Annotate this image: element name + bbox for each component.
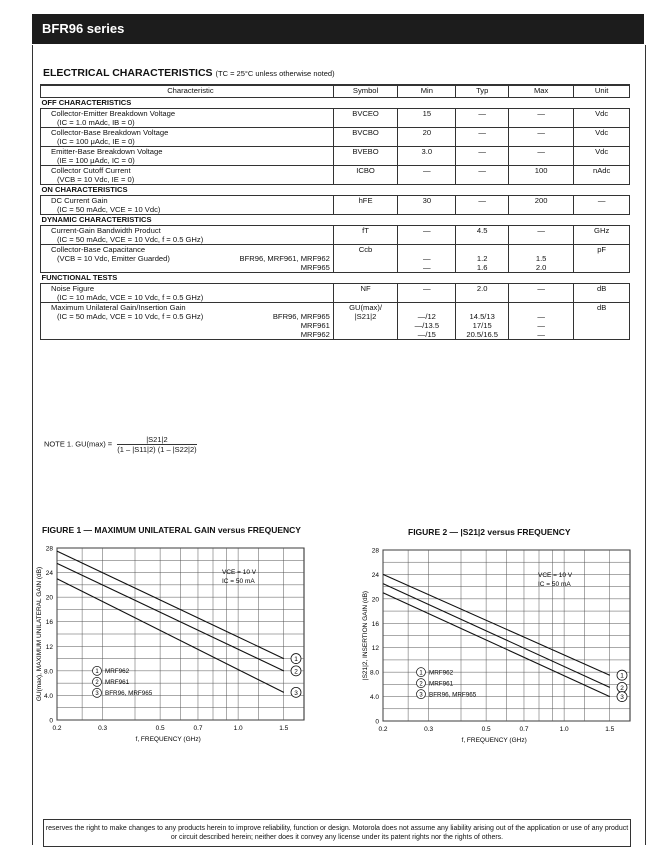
char-name: Collector-Base Capacitance: [51, 245, 146, 254]
char-name: Maximum Unilateral Gain/Insertion Gain: [51, 303, 186, 312]
header-symbol: Symbol: [333, 85, 397, 98]
fig2-series-marker-label: 1: [620, 672, 624, 680]
symbol-cell: hFE: [333, 196, 397, 215]
value: —: [423, 263, 431, 272]
value: —/13.5: [414, 321, 440, 330]
max-cell: —: [508, 109, 573, 128]
fig2-y-axis-label: |S21|2, INSERTION GAIN (dB): [362, 590, 369, 681]
fig2-y-tick-label: 24: [371, 571, 379, 579]
symbol-cell: ICBO: [333, 166, 397, 185]
min-cell: —: [398, 226, 456, 245]
typ-cell: 2.0: [456, 284, 509, 303]
max-cell: —: [508, 128, 573, 147]
min-cell: 15: [398, 109, 456, 128]
note-denominator: (1 – |S11|2) (1 – |S22|2): [117, 445, 197, 454]
fig2-legend-label: BFR96, MRF965: [429, 691, 477, 699]
fig1-x-tick-label: 0.3: [98, 725, 108, 732]
char-name: DC Current Gain: [51, 196, 108, 205]
unit-cell: —: [574, 196, 630, 215]
unit-cell: GHz: [574, 226, 630, 245]
fig2-x-tick-label: 0.7: [519, 726, 529, 733]
fig2-y-tick-label: 28: [371, 547, 379, 555]
fig1-legend-marker-label: 3: [95, 691, 99, 698]
value: —: [537, 330, 545, 339]
unit-cell: dB: [574, 303, 630, 340]
unit-cell: Vdc: [574, 128, 630, 147]
value: —: [423, 254, 431, 263]
symbol-cell: BVCBO: [333, 128, 397, 147]
char-cond: (IC = 10 mAdc, VCE = 10 Vdc, f = 0.5 GHz): [57, 293, 204, 302]
fig1-series-line: [57, 551, 284, 659]
section-func-title: FUNCTIONAL TESTS: [41, 273, 630, 284]
value: 14.5/13: [469, 312, 495, 321]
fig2-legend-marker-label: 1: [419, 670, 423, 677]
typ-cell: —: [456, 196, 509, 215]
note-lhs: GU(max) =: [75, 439, 113, 449]
fig1-annotation-vce: VCE = 10 V: [222, 569, 257, 576]
char-name: Noise Figure: [51, 284, 95, 293]
fig1-series-marker-label: 1: [294, 656, 298, 664]
header-unit: Unit: [574, 85, 630, 98]
fig1-y-axis-label: GU(max), MAXIMUM UNILATERAL GAIN (dB): [36, 566, 43, 702]
fig2-annotation-vce: VCE = 10 V: [538, 572, 573, 579]
char-cond: (VCB = 10 Vdc, IE = 0): [57, 175, 135, 184]
char-cond: (IC = 50 mAdc, VCE = 10 Vdc, f = 0.5 GHz): [57, 312, 204, 321]
value: 20.5/16.5: [466, 330, 499, 339]
typ-cell: 4.5: [456, 226, 509, 245]
fig1-legend-label: BFR96, MRF965: [105, 690, 153, 698]
section-condition: (TC = 25°C unless otherwise noted): [215, 69, 335, 78]
symbol-cell: fT: [333, 226, 397, 245]
fig2-y-tick-label: 20: [371, 596, 379, 604]
fig2-x-axis-label: f, FREQUENCY (GHz): [461, 737, 527, 744]
note-numerator: |S21|2: [117, 435, 196, 445]
char-cond: (IE = 100 μAdc, IC = 0): [57, 156, 135, 165]
unit-cell: Vdc: [574, 109, 630, 128]
typ-cell: —: [456, 128, 509, 147]
value: —/15: [417, 330, 436, 339]
fig1-series-line: [57, 579, 284, 693]
header-max: Max: [508, 85, 573, 98]
figure-1-title: FIGURE 1 — MAXIMUM UNILATERAL GAIN versus FREQUENCY: [42, 525, 301, 535]
fig2-x-tick-label: 0.5: [481, 726, 491, 733]
fig1-annotation-ic: IC = 50 mA: [222, 578, 255, 585]
fig2-legend-label: MRF962: [429, 669, 454, 677]
fig2-x-tick-label: 1.5: [605, 726, 615, 733]
fig1-x-tick-label: 0.2: [52, 725, 62, 732]
section-on-title: ON CHARACTERISTICS: [41, 185, 630, 196]
section-off-title: OFF CHARACTERISTICS: [41, 98, 630, 109]
value: 17/15: [472, 321, 492, 330]
figure-2-title: FIGURE 2 — |S21|2 versus FREQUENCY: [408, 527, 571, 537]
value: 1.6: [476, 263, 488, 272]
max-cell: —: [508, 226, 573, 245]
fig1-series-marker-label: 3: [294, 689, 298, 697]
symbol-line: GU(max)/: [349, 303, 382, 312]
max-cell: —: [508, 147, 573, 166]
fig1-legend-marker-label: 2: [95, 680, 99, 687]
fig2-y-tick-label: 0: [375, 718, 379, 726]
value: —: [537, 321, 545, 330]
min-cell: —: [398, 166, 456, 185]
fig1-legend-label: MRF962: [105, 668, 130, 676]
typ-cell: —: [456, 109, 509, 128]
footer-disclaimer: reserves the right to make changes to any products herein to improve reliability, function or design. Motorola does not assume any liability arising out of the application or use of any product or circuit described herein; neither does it convey any license under its patent rights nor the rights of others.: [43, 819, 631, 847]
fig2-annotation-ic: IC = 50 mA: [538, 581, 571, 588]
min-cell: 20: [398, 128, 456, 147]
min-cell: 30: [398, 196, 456, 215]
value: 1.2: [476, 254, 488, 263]
char-name: Current-Gain Bandwidth Product: [51, 226, 161, 235]
min-cell: 3.0: [398, 147, 456, 166]
fig1-y-tick-label: 0: [49, 717, 53, 725]
char-name: Collector Cutoff Current: [51, 166, 131, 175]
page-header-title: BFR96 series: [42, 21, 125, 36]
fig1-x-tick-label: 1.0: [233, 725, 243, 732]
char-cond: (VCB = 10 Vdc, Emitter Guarded): [57, 254, 170, 263]
fig1-y-tick-label: 4.0: [43, 692, 53, 700]
fig2-x-tick-label: 0.2: [378, 726, 388, 733]
unit-cell: pF: [574, 245, 630, 273]
typ-cell: —: [456, 166, 509, 185]
fig1-legend-label: MRF961: [105, 679, 130, 687]
fig2-series-marker-label: 2: [620, 684, 624, 692]
fig1-y-tick-label: 12: [45, 643, 53, 651]
header-characteristic: Characteristic: [41, 85, 334, 98]
unit-cell: dB: [574, 284, 630, 303]
fig2-legend-marker-label: 2: [419, 681, 423, 688]
char-cond: (IC = 1.0 mAdc, IB = 0): [57, 118, 135, 127]
fig1-y-tick-label: 20: [45, 594, 53, 602]
symbol-cell: BVEBO: [333, 147, 397, 166]
fig1-legend-marker-label: 1: [95, 669, 99, 676]
char-name: Collector-Base Breakdown Voltage: [51, 128, 169, 137]
fig2-legend-label: MRF961: [429, 680, 454, 688]
device-label: MRF962: [300, 330, 330, 339]
header-typ: Typ: [456, 85, 509, 98]
value: —: [537, 312, 545, 321]
symbol-cell: BVCEO: [333, 109, 397, 128]
fig1-x-tick-label: 0.7: [193, 725, 203, 732]
typ-cell: —: [456, 147, 509, 166]
fig2-x-tick-label: 1.0: [559, 726, 569, 733]
unit-cell: Vdc: [574, 147, 630, 166]
fig2-legend-marker-label: 3: [419, 692, 423, 699]
fig1-y-tick-label: 28: [45, 545, 53, 553]
char-cond: (IC = 100 μAdc, IE = 0): [57, 137, 135, 146]
fig2-series-marker-label: 3: [620, 694, 624, 702]
max-cell: —: [508, 284, 573, 303]
section-title-text: ELECTRICAL CHARACTERISTICS: [43, 67, 213, 79]
char-name: Collector-Emitter Breakdown Voltage: [51, 109, 176, 118]
max-cell: 200: [508, 196, 573, 215]
fig2-y-tick-label: 16: [371, 620, 379, 628]
unit-cell: nAdc: [574, 166, 630, 185]
char-cond: (IC = 50 mAdc, VCE = 10 Vdc, f = 0.5 GHz): [57, 235, 204, 244]
fig1-y-tick-label: 16: [45, 619, 53, 627]
device-label: MRF965: [300, 263, 330, 272]
max-cell: 100: [508, 166, 573, 185]
fig2-y-tick-label: 8.0: [369, 669, 379, 677]
fig1-x-tick-label: 0.5: [155, 725, 165, 732]
char-name: Emitter-Base Breakdown Voltage: [51, 147, 163, 156]
fig1-y-tick-label: 8.0: [43, 668, 53, 676]
fig2-x-tick-label: 0.3: [424, 726, 434, 733]
fig2-y-tick-label: 12: [371, 645, 379, 653]
symbol-cell: NF: [333, 284, 397, 303]
header-min: Min: [398, 85, 456, 98]
value: —/12: [417, 312, 436, 321]
device-label: MRF961: [300, 321, 330, 330]
value: 1.5: [535, 254, 547, 263]
note-label: NOTE 1.: [44, 439, 74, 449]
fig1-x-axis-label: f, FREQUENCY (GHz): [135, 736, 201, 743]
fig2-y-tick-label: 4.0: [369, 694, 379, 702]
symbol-cell: Ccb: [333, 245, 397, 273]
device-label: BFR96, MRF961, MRF962: [239, 254, 330, 263]
char-cond: (IC = 50 mAdc, VCE = 10 Vdc): [57, 205, 161, 214]
min-cell: —: [398, 284, 456, 303]
symbol-line: |S21|2: [354, 312, 377, 321]
fig1-series-marker-label: 2: [294, 668, 298, 676]
fig1-x-tick-label: 1.5: [279, 725, 289, 732]
fig1-y-tick-label: 24: [45, 570, 53, 578]
device-label: BFR96, MRF965: [272, 312, 330, 321]
section-dyn-title: DYNAMIC CHARACTERISTICS: [41, 215, 630, 226]
value: 2.0: [535, 263, 547, 272]
